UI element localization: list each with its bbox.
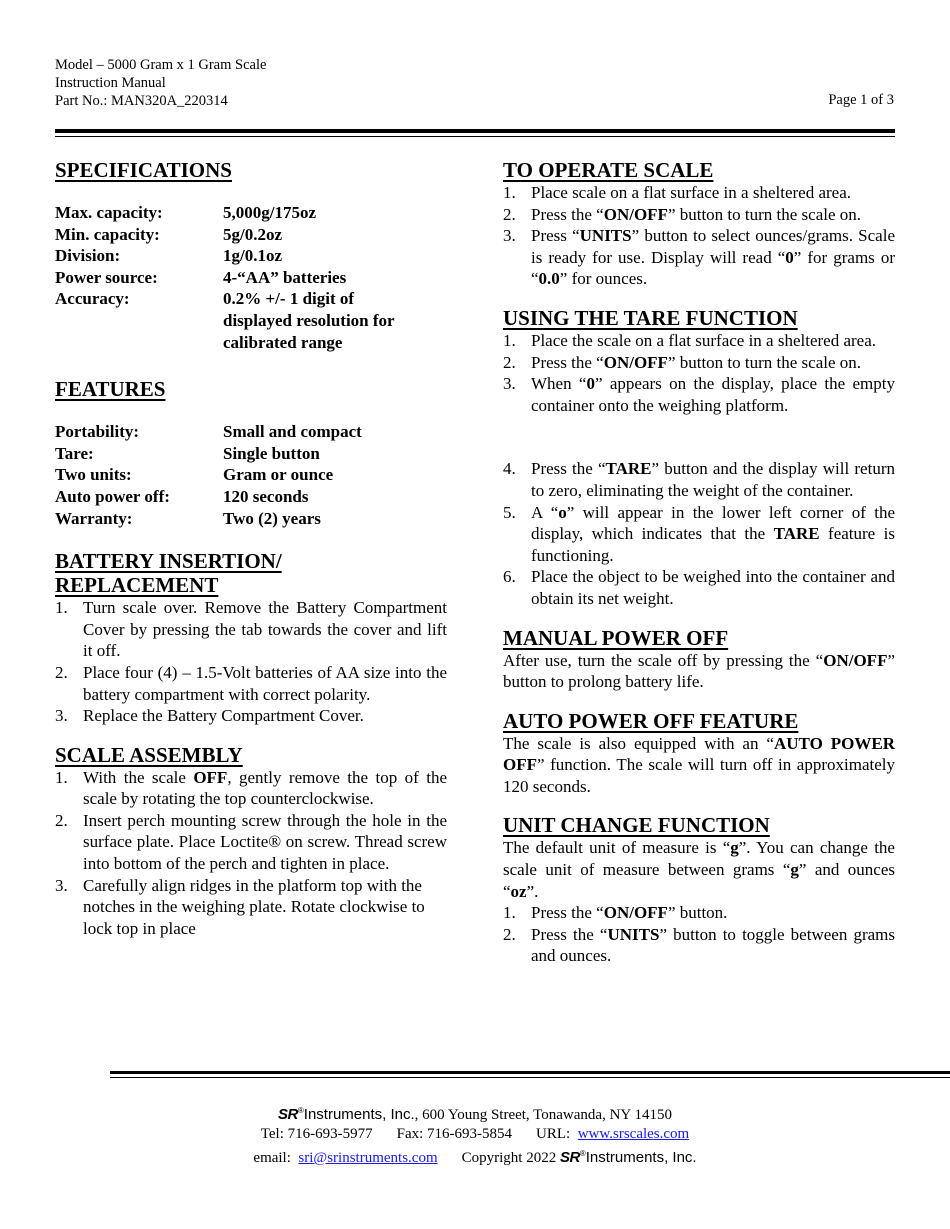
- operate-steps: [503, 182, 895, 290]
- list-item: 3. Press “UNITS” button to select ounces/grams. Scale is ready for use. Display will read “0” for grams or “0.0” for ounces.: [503, 226, 895, 289]
- spec-row: Power source: 4-“AA” batteries: [55, 267, 347, 287]
- unit-change-steps: [503, 902, 895, 967]
- features-title: FEATURES: [55, 377, 166, 402]
- auto-power-off-title: AUTO POWER OFF FEATURE: [503, 708, 799, 733]
- footer-address-line: SR®Instruments, Inc., 600 Young Street, Tonawanda, NY 14150: [278, 1106, 672, 1123]
- email-link[interactable]: sri@srinstruments.com: [298, 1150, 438, 1166]
- list-item: 2. Place four (4) – 1.5-Volt batteries of AA size into the battery compartment with correct polarity.: [55, 662, 447, 704]
- unit-change-text: The default unit of measure is “g”. You can change the scale unit of measure between grams “g” and ounces “oz”.: [503, 838, 895, 901]
- list-item: 2. Press the “ON/OFF” button to turn the scale on.: [503, 204, 862, 224]
- page-number: Page 1 of 3: [828, 92, 894, 108]
- list-item: 3. When “0” appears on the display, place the empty container onto the weighing platform.: [503, 374, 895, 415]
- footer-rule-thick: [110, 1071, 950, 1074]
- doc-type-line: Instruction Manual: [55, 75, 166, 91]
- feature-row: Two units: Gram or ounce: [55, 465, 334, 485]
- manual-power-off-text: After use, turn the scale off by pressing the “ON/OFF” button to prolong battery life.: [503, 650, 895, 692]
- assembly-title: SCALE ASSEMBLY: [55, 742, 243, 767]
- battery-title-line1: BATTERY INSERTION/: [55, 549, 282, 574]
- features-table: [55, 421, 447, 529]
- spec-row: Accuracy: 0.2% +/- 1 digit of displayed resolution for calibrated range: [55, 289, 395, 352]
- footer-email-line: email: sri@srinstruments.com Copyright 2022 SR®Instruments, Inc.: [253, 1149, 697, 1166]
- list-item: 1. Press the “ON/OFF” button.: [503, 903, 728, 923]
- list-item: 3. Replace the Battery Compartment Cover.: [55, 706, 364, 726]
- website-link[interactable]: www.srscales.com: [577, 1126, 690, 1142]
- header-rule-thin: [55, 136, 895, 137]
- manual-power-off-title: MANUAL POWER OFF: [503, 625, 729, 650]
- operate-title: TO OPERATE SCALE: [503, 158, 714, 182]
- assembly-steps: [55, 767, 447, 940]
- company-logo-copyright: SR®Instruments, Inc.: [559, 1149, 697, 1166]
- auto-power-off-text: The scale is also equipped with an “AUTO POWER OFF” function. The scale will turn off in approximately 120 seconds.: [503, 733, 895, 796]
- header-rule-thick: [55, 129, 895, 133]
- list-item: 2. Insert perch mounting screw through the hole in the surface plate. Place Loctite® on screw. Thread screw into bottom of the perch and tighten in place.: [55, 810, 447, 874]
- feature-row: Warranty: Two (2) years: [55, 508, 321, 528]
- specifications-title: SPECIFICATIONS: [55, 158, 232, 182]
- footer-contact-line: Tel: 716-693-5977 Fax: 716-693-5854 URL: www.srscales.com: [260, 1126, 690, 1142]
- feature-row: Tare: Single button: [55, 443, 320, 463]
- list-item: 2. Press the “UNITS” button to toggle between grams and ounces.: [503, 924, 895, 966]
- tare-steps-part2: [503, 458, 895, 609]
- battery-title-line2: REPLACEMENT: [55, 573, 219, 598]
- list-item: 1. Place the scale on a flat surface in a sheltered area.: [503, 330, 877, 350]
- document-header: [55, 56, 266, 110]
- battery-steps: [55, 597, 447, 727]
- list-item: 1. Turn scale over. Remove the Battery Compartment Cover by pressing the tab towards the cover and lift it off.: [55, 598, 447, 661]
- list-item: 4. Press the “TARE” button and the display will return to zero, eliminating the weight of the container.: [503, 459, 895, 500]
- company-logo: SR®Instruments, Inc.: [278, 1106, 415, 1123]
- list-item: 6. Place the object to be weighed into the container and obtain its net weight.: [503, 567, 895, 608]
- tare-steps-part1: [503, 330, 895, 416]
- model-line: Model – 5000 Gram x 1 Gram Scale: [55, 57, 267, 73]
- spec-row: Min. capacity: 5g/0.2oz: [55, 224, 283, 244]
- feature-row: Portability: Small and compact: [55, 422, 362, 442]
- list-item: 1. Place scale on a flat surface in a sheltered area.: [503, 183, 851, 202]
- spec-row: Max. capacity: 5,000g/175oz: [55, 203, 317, 222]
- feature-row: Auto power off: 120 seconds: [55, 486, 309, 506]
- list-item: 5. A “o” will appear in the lower left corner of the display, which indicates that the TARE feature is functioning.: [503, 502, 895, 565]
- footer: [0, 1101, 950, 1168]
- spec-row: Division: 1g/0.1oz: [55, 246, 283, 266]
- specifications-table: [55, 202, 447, 353]
- part-number-line: Part No.: MAN320A_220314: [55, 93, 228, 109]
- unit-change-title: UNIT CHANGE FUNCTION: [503, 813, 770, 838]
- footer-rule-thin: [110, 1077, 950, 1078]
- list-item: 2. Press the “ON/OFF” button to turn the scale on.: [503, 352, 862, 372]
- tare-title: USING THE TARE FUNCTION: [503, 305, 798, 330]
- list-item: 1. With the scale OFF, gently remove the top of the scale by rotating the top counterclockwise.: [55, 767, 447, 809]
- right-column: [503, 158, 895, 967]
- list-item: 3. Carefully align ridges in the platform top with the notches in the weighing plate. Rotate clockwise to lock top in place: [55, 875, 425, 938]
- left-column: [55, 158, 447, 939]
